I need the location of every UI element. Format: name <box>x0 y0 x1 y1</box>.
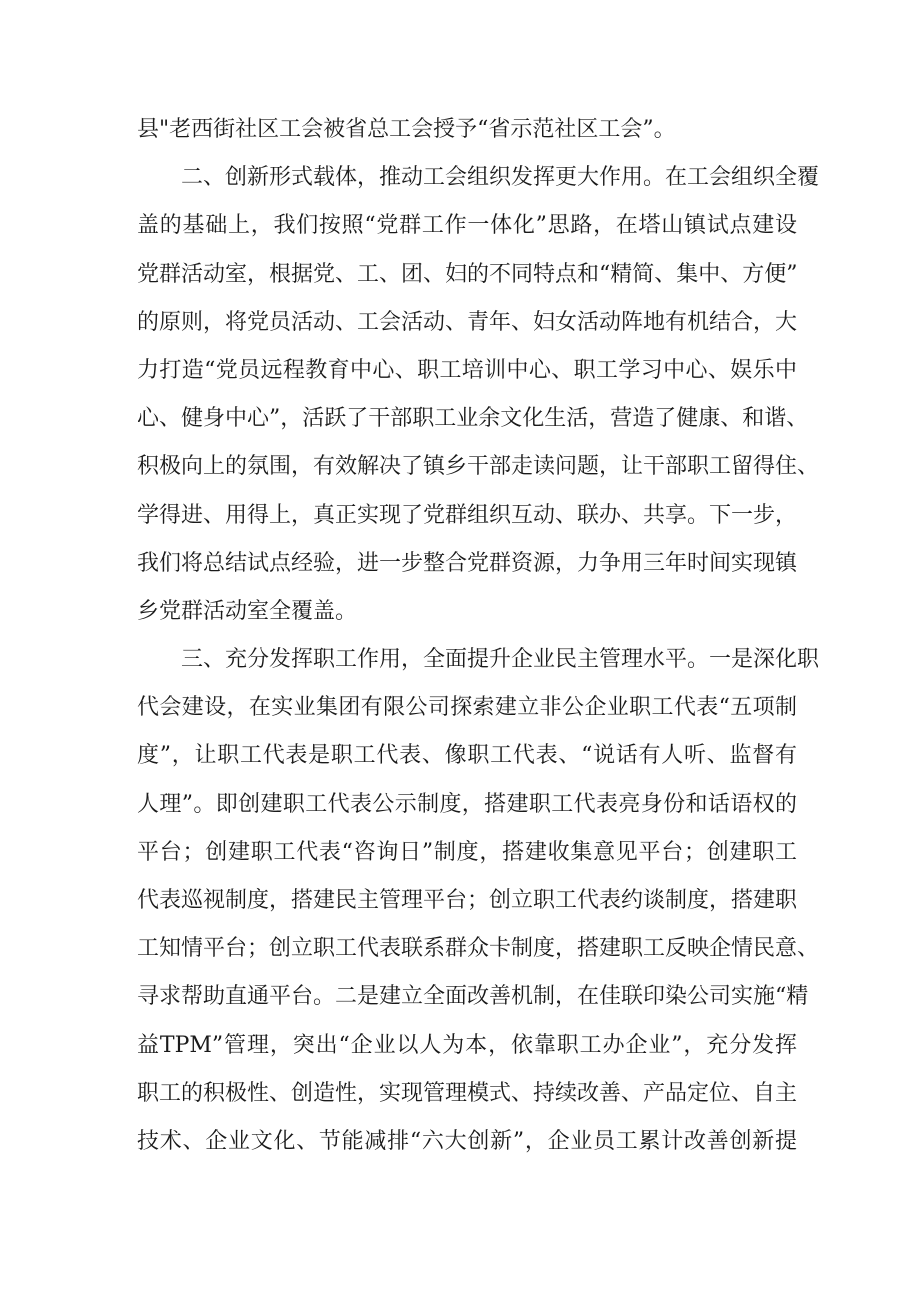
text-line: 寻求帮助直通平台。二是建立全面改善机制，在佳联印染公司实施“精 <box>137 984 809 1010</box>
document-body <box>137 106 820 1166</box>
text-line: 学得进、用得上，真正实现了党群组织互动、联办、共享。下一步， <box>137 502 798 528</box>
text-line: 党群活动室，根据党、工、团、妇的不同特点和“精简、集中、方便” <box>137 261 798 287</box>
text-line: 人理”。即创建职工代表公示制度，搭建职工代表亮身份和话语权的 <box>137 791 797 817</box>
text-line: 盖的基础上，我们按照“党群工作一体化”思路，在塔山镇试点建设 <box>137 213 797 239</box>
text-line: 的原则，将党员活动、工会活动、青年、妇女活动阵地有机结合，大 <box>137 309 798 335</box>
text-line: 代会建设，在实业集团有限公司探索建立非公企业职工代表“五项制 <box>137 695 797 721</box>
text-line: 二、创新形式载体，推动工会组织发挥更大作用。在工会组织全覆 <box>181 165 820 191</box>
text-line: 代表巡视制度，搭建民主管理平台；创立职工代表约谈制度，搭建职 <box>137 888 798 913</box>
text-line: 我们将总结试点经验，进一步整合党群资源，力争用三年时间实现镇 <box>137 550 798 576</box>
text-line: 乡党群活动室全覆盖。 <box>137 598 358 624</box>
text-line: 力打造“党员远程教育中心、职工培训中心、职工学习中心、娱乐中 <box>137 357 797 383</box>
text-line: 技术、企业文化、节能减排“六大创新”，企业员工累计改善创新提 <box>137 1128 797 1154</box>
text-line: 职工的积极性、创造性，实现管理模式、持续改善、产品定位、自主 <box>137 1080 798 1106</box>
text-line: 心、健身中心”，活跃了干部职工业余文化生活，营造了健康、和谐、 <box>137 406 809 432</box>
text-line: 平台；创建职工代表“咨询日”制度，搭建收集意见平台；创建职工 <box>137 839 797 865</box>
text-line: 三、充分发挥职工作用，全面提升企业民主管理水平。一是深化职 <box>181 647 820 673</box>
text-line: 益TPM”管理，突出“企业以人为本，依靠职工办企业”，充分发挥 <box>137 1032 797 1058</box>
text-line: 度”，让职工代表是职工代表、像职工代表、“说话有人听、监督有 <box>137 743 797 769</box>
text-line: 工知情平台；创立职工代表联系群众卡制度，搭建职工反映企情民意、 <box>137 936 820 962</box>
text-line: 积极向上的氛围，有效解决了镇乡干部走读问题，让干部职工留得住、 <box>137 454 820 480</box>
text-line: 县"老西街社区工会被省总工会授予“省示范社区工会”。 <box>137 117 676 142</box>
